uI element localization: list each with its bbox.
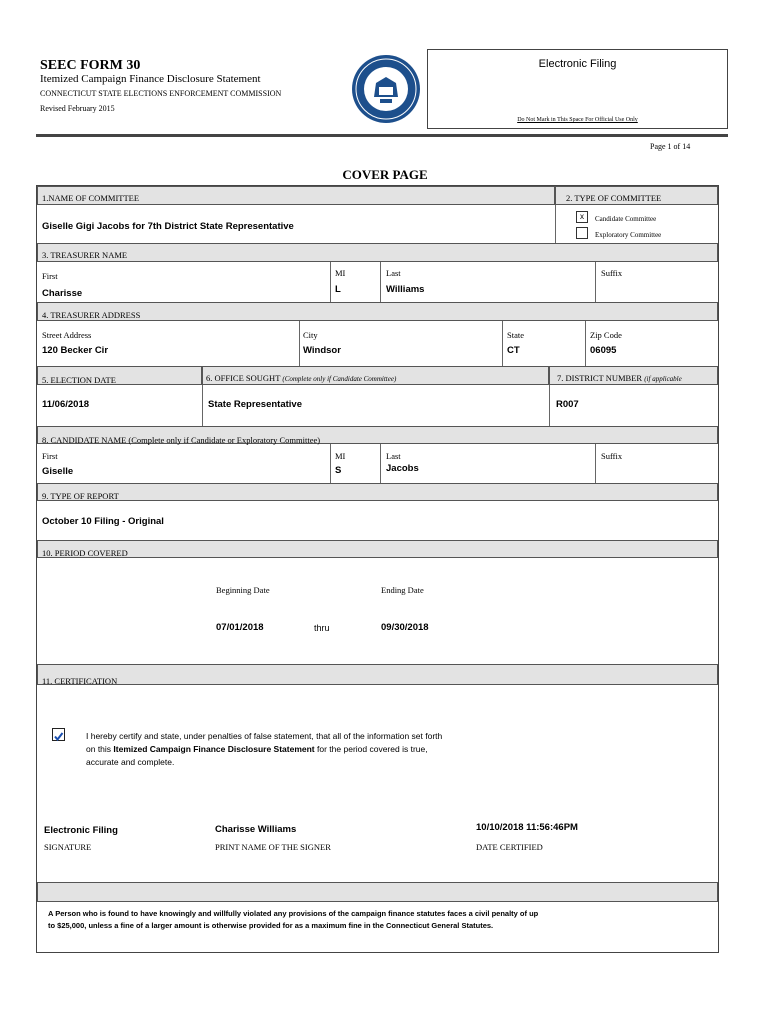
- divider: [549, 385, 550, 426]
- treasurer-suffix-label: Suffix: [601, 268, 623, 278]
- committee-name-label: 1.NAME OF COMMITTEE: [42, 193, 140, 203]
- committee-name-value: Giselle Gigi Jacobs for 7th District State Representative: [42, 221, 294, 232]
- report-type-value: October 10 Filing - Original: [42, 516, 164, 527]
- divider: [202, 385, 203, 426]
- candidate-first-label: First: [42, 451, 58, 461]
- penalty-line-2: to $25,000, unless a fine of a larger amount is otherwise provided for as a maximum fine in the Connecticut General Statutes.: [48, 921, 494, 930]
- page-number: Page 1 of 14: [650, 142, 691, 151]
- date-certified-label: DATE CERTIFIED: [476, 842, 543, 852]
- certification-text: [86, 730, 442, 769]
- candidate-last-value: Jacobs: [386, 463, 419, 474]
- official-use-box: [427, 49, 728, 129]
- penalty-line-1: A Person who is found to have knowingly and willfully violated any provisions of the campaign finance statutes faces a civil penalty of up: [48, 909, 539, 918]
- official-use-note: Do Not Mark in This Space For Official Use Only: [517, 117, 638, 123]
- city-value: Windsor: [303, 345, 341, 356]
- cert-line-3: accurate and complete.: [86, 757, 175, 767]
- state-label: State: [507, 330, 524, 340]
- divider: [299, 321, 300, 366]
- candidate-mi-value: S: [335, 465, 342, 476]
- state-value: CT: [507, 345, 520, 356]
- candidate-suffix-label: Suffix: [601, 451, 623, 461]
- ending-date-value: 09/30/2018: [381, 622, 429, 633]
- divider: [502, 321, 503, 366]
- divider: [595, 262, 596, 302]
- treasurer-mi-value: L: [335, 284, 341, 295]
- candidate-committee-checkbox[interactable]: x: [576, 211, 588, 223]
- district-value: R007: [556, 399, 579, 410]
- section-bar-period: [37, 540, 718, 558]
- date-certified-value: 10/10/2018 11:56:46PM: [476, 822, 578, 833]
- treasurer-first-label: First: [42, 271, 58, 281]
- treasurer-last-label: Last: [386, 268, 401, 278]
- street-label: Street Address: [42, 330, 92, 340]
- committee-type-label: 2. TYPE OF COMMITTEE: [566, 193, 662, 203]
- section-bar-treasurer: [37, 243, 718, 262]
- agency-name: CONNECTICUT STATE ELECTIONS ENFORCEMENT COMMISSION: [40, 89, 282, 98]
- cert-statement-name: Itemized Campaign Finance Disclosure Statement: [113, 744, 315, 754]
- exploratory-committee-label: Exploratory Committee: [595, 231, 662, 239]
- penalty-notice: [48, 908, 538, 932]
- cert-line-2-post: for the period covered is true,: [317, 744, 428, 754]
- district-label: [557, 373, 682, 383]
- header-divider: [36, 134, 728, 137]
- signer-name-value: Charisse Williams: [215, 824, 297, 835]
- treasurer-label: 3. TREASURER NAME: [42, 250, 128, 260]
- office-label-text: 6. OFFICE SOUGHT: [206, 373, 281, 383]
- ending-date-label: Ending Date: [381, 585, 424, 595]
- divider: [380, 262, 381, 302]
- form-title: SEEC FORM 30: [40, 58, 141, 73]
- office-label: [206, 373, 396, 383]
- divider: [585, 321, 586, 366]
- divider: [595, 444, 596, 483]
- report-type-label: 9. TYPE OF REPORT: [42, 491, 119, 501]
- office-value: State Representative: [208, 399, 302, 410]
- section-bar-blank: [37, 882, 718, 902]
- certification-label: 11. CERTIFICATION: [42, 676, 118, 686]
- section-bar-report-type: [37, 483, 718, 501]
- treasurer-mi-label: MI: [335, 268, 346, 278]
- candidate-mi-label: MI: [335, 451, 346, 461]
- candidate-last-label: Last: [386, 451, 401, 461]
- divider: [330, 262, 331, 302]
- candidate-committee-label: Candidate Committee: [595, 215, 657, 223]
- district-note: (if applicable: [644, 375, 682, 383]
- election-date-value: 11/06/2018: [42, 399, 90, 410]
- form-frame: [36, 185, 719, 953]
- candidate-first-value: Giselle: [42, 466, 74, 477]
- divider: [330, 444, 331, 483]
- signature-value: Electronic Filing: [44, 825, 118, 836]
- street-value: 120 Becker Cir: [42, 345, 109, 356]
- beginning-date-value: 07/01/2018: [216, 622, 264, 633]
- office-note: (Complete only if Candidate Committee): [282, 375, 397, 383]
- thru-label: thru: [314, 623, 330, 633]
- election-date-label: 5. ELECTION DATE: [42, 375, 116, 385]
- form-subtitle: Itemized Campaign Finance Disclosure Statement: [40, 73, 261, 85]
- certify-checkbox[interactable]: [52, 728, 65, 741]
- signature-label: SIGNATURE: [44, 842, 92, 852]
- beginning-date-label: Beginning Date: [216, 585, 270, 595]
- city-label: City: [303, 330, 318, 340]
- filing-box-label: Electronic Filing: [538, 58, 617, 70]
- divider: [555, 205, 556, 243]
- section-bar-certification: [37, 664, 718, 685]
- cert-line-1: I hereby certify and state, under penalties of false statement, that all of the information set forth: [86, 731, 443, 741]
- signer-name-label: PRINT NAME OF THE SIGNER: [215, 842, 331, 852]
- address-label: 4. TREASURER ADDRESS: [42, 310, 141, 320]
- zip-value: 06095: [590, 345, 617, 356]
- checkmark-icon: [53, 731, 64, 742]
- zip-label: Zip Code: [590, 330, 622, 340]
- state-seal-logo: [350, 53, 422, 125]
- treasurer-first-value: Charisse: [42, 288, 83, 299]
- district-label-text: 7. DISTRICT NUMBER: [557, 373, 643, 383]
- treasurer-last-value: Williams: [386, 284, 425, 295]
- revised-date: Revised February 2015: [40, 104, 115, 113]
- cert-line-2: [86, 743, 442, 756]
- candidate-label: 8. CANDIDATE NAME (Complete only if Candidate or Exploratory Committee): [42, 435, 321, 445]
- cover-page-title: COVER PAGE: [342, 167, 428, 182]
- exploratory-committee-checkbox[interactable]: [576, 227, 588, 239]
- divider: [380, 444, 381, 483]
- period-label: 10. PERIOD COVERED: [42, 548, 128, 558]
- cert-line-2-pre: on this: [86, 744, 112, 754]
